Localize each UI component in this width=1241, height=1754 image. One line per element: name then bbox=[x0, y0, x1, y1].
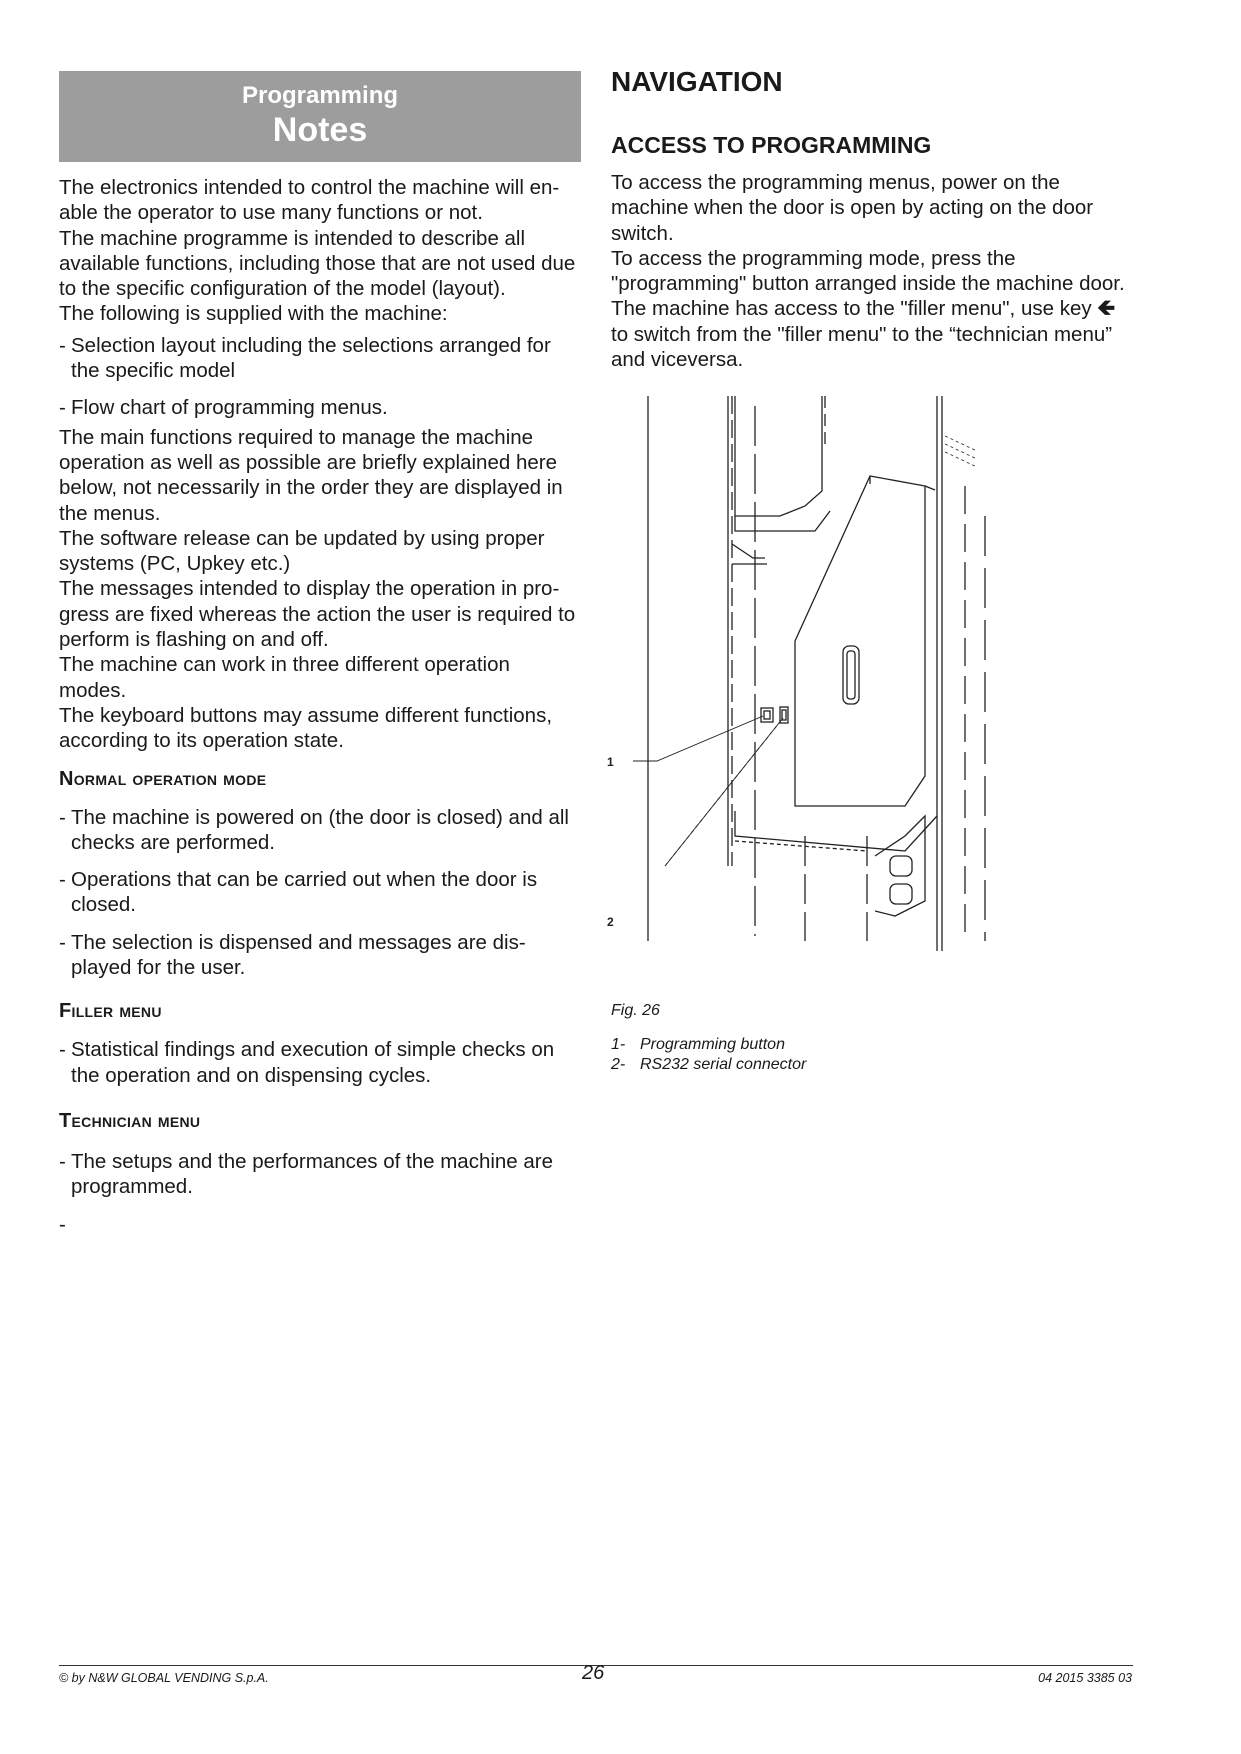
list-item bbox=[59, 1037, 581, 1088]
legend-text: Programming button bbox=[640, 1036, 785, 1053]
text-line: switch. bbox=[611, 221, 674, 245]
list-item bbox=[59, 867, 581, 918]
text-line-with-key bbox=[611, 296, 1141, 321]
dash-bullet: - bbox=[59, 396, 66, 420]
figure-caption: Fig. 26 bbox=[611, 1002, 660, 1019]
machine-door-figure bbox=[605, 396, 1005, 961]
text-line: The machine programme is intended to describe all bbox=[59, 226, 526, 250]
text-line: programmed. bbox=[71, 1175, 193, 1199]
text-line: closed. bbox=[71, 893, 136, 917]
key-line-text: The machine has access to the "filler menu", use key bbox=[611, 297, 1092, 321]
footer-copyright: © by N&W GLOBAL VENDING S.p.A. bbox=[59, 1671, 269, 1685]
banner-subtitle: Programming bbox=[241, 82, 399, 109]
banner-title: Notes bbox=[272, 111, 368, 149]
access-paragraph bbox=[611, 170, 1141, 372]
text-line: The selection is dispensed and messages are dis- bbox=[71, 930, 526, 954]
text-line: the operation and on dispensing cycles. bbox=[71, 1063, 432, 1087]
text-line: modes. bbox=[59, 678, 127, 702]
text-line: available functions, including those that are not used due bbox=[59, 251, 576, 275]
dash-bullet: - bbox=[59, 1038, 66, 1062]
text-line: below, not necessarily in the order they are displayed in bbox=[59, 476, 563, 500]
section-banner bbox=[59, 71, 581, 162]
text-line: The electronics intended to control the machine will en- bbox=[59, 176, 560, 199]
dash-bullet: - bbox=[59, 930, 66, 954]
text-line: The machine can work in three different operation bbox=[59, 653, 510, 677]
dash-bullet: - bbox=[59, 805, 66, 829]
access-programming-heading: ACCESS TO PROGRAMMING bbox=[611, 132, 932, 158]
text-line: The following is supplied with the machine: bbox=[59, 302, 448, 326]
text-line: The setups and the performances of the machine are bbox=[71, 1149, 554, 1173]
text-line: Statistical findings and execution of simple checks on bbox=[71, 1038, 555, 1062]
back-arrow-key-icon: 🡸 bbox=[1097, 295, 1116, 321]
text-line: gress are fixed whereas the action the user is required to bbox=[59, 602, 576, 626]
legend-item bbox=[611, 1055, 806, 1075]
text-line: The main functions required to manage the machine bbox=[59, 425, 534, 449]
programming-button-and-connector bbox=[761, 707, 788, 723]
text-line: the specific model bbox=[71, 359, 236, 383]
text-line: played for the user. bbox=[71, 956, 246, 980]
text-line: Operations that can be carried out when the door is bbox=[71, 868, 538, 892]
normal-mode-list bbox=[59, 805, 581, 981]
page-number: 26 bbox=[582, 1662, 605, 1684]
lower-shelf bbox=[735, 811, 937, 916]
supplied-list bbox=[59, 333, 581, 421]
text-line: and viceversa. bbox=[611, 348, 744, 372]
dash-bullet: - bbox=[59, 1149, 66, 1173]
navigation-heading: NAVIGATION bbox=[611, 66, 783, 97]
text-line: The software release can be updated by using proper bbox=[59, 526, 545, 550]
control-board-box bbox=[795, 476, 935, 806]
legend-text: RS232 serial connector bbox=[640, 1056, 807, 1073]
list-item bbox=[59, 805, 581, 856]
main-functions-paragraph bbox=[59, 425, 581, 754]
filler-menu-heading: Filler menu bbox=[59, 1000, 162, 1023]
left-column bbox=[59, 71, 581, 1237]
document-code: 04 2015 3385 03 bbox=[1038, 1671, 1132, 1685]
text-line: perform is flashing on and off. bbox=[59, 628, 329, 652]
text-line: according to its operation state. bbox=[59, 729, 344, 753]
callout-number-2: 2 bbox=[607, 915, 614, 929]
dash-bullet: - bbox=[59, 333, 66, 357]
text-line: systems (PC, Upkey etc.) bbox=[59, 552, 291, 576]
normal-mode-heading: Normal operation mode bbox=[59, 767, 267, 790]
text-line: able the operator to use many functions or not. bbox=[59, 201, 483, 225]
text-line: "programming" button arranged inside the machine door. bbox=[611, 272, 1125, 296]
trailing-dash: - bbox=[59, 1212, 66, 1236]
door-frame-lines bbox=[648, 396, 985, 951]
callout-lines bbox=[633, 716, 783, 866]
list-item bbox=[59, 930, 581, 981]
text-line: to switch from the "filler menu" to the “technician menu” bbox=[611, 322, 1113, 346]
right-hatching bbox=[945, 436, 977, 467]
text-line: The messages intended to display the operation in pro- bbox=[59, 577, 560, 601]
text-line: To access the programming menus, power on the bbox=[611, 171, 1060, 194]
text-line: To access the programming mode, press the bbox=[611, 246, 1016, 270]
text-line: machine when the door is open by acting on the door bbox=[611, 196, 1094, 220]
dash-bullet: - bbox=[59, 868, 66, 892]
text-line: Flow chart of programming menus. bbox=[71, 396, 388, 420]
technician-menu-heading: Technician menu bbox=[59, 1109, 201, 1132]
list-item bbox=[59, 1149, 581, 1200]
text-line: the menus. bbox=[59, 501, 161, 525]
text-line: checks are performed. bbox=[71, 830, 275, 854]
text-line: to the specific configuration of the model (layout). bbox=[59, 277, 506, 301]
right-column bbox=[611, 62, 1141, 372]
text-line: The keyboard buttons may assume different functions, bbox=[59, 703, 553, 727]
legend-number: 2- bbox=[611, 1056, 626, 1073]
legend-number: 1- bbox=[611, 1036, 626, 1053]
list-item bbox=[59, 333, 581, 384]
legend-item bbox=[611, 1035, 806, 1055]
text-line: operation as well as possible are briefly explained here bbox=[59, 450, 557, 474]
text-line: The machine is powered on (the door is closed) and all bbox=[71, 805, 569, 829]
intro-paragraph bbox=[59, 175, 581, 327]
text-line: Selection layout including the selections arranged for bbox=[71, 333, 551, 357]
filler-menu-list bbox=[59, 1037, 581, 1088]
list-item bbox=[59, 395, 581, 420]
technician-menu-list bbox=[59, 1149, 581, 1237]
callout-number-1: 1 bbox=[607, 755, 614, 769]
upper-hopper bbox=[732, 396, 830, 564]
figure-legend bbox=[611, 1035, 806, 1075]
